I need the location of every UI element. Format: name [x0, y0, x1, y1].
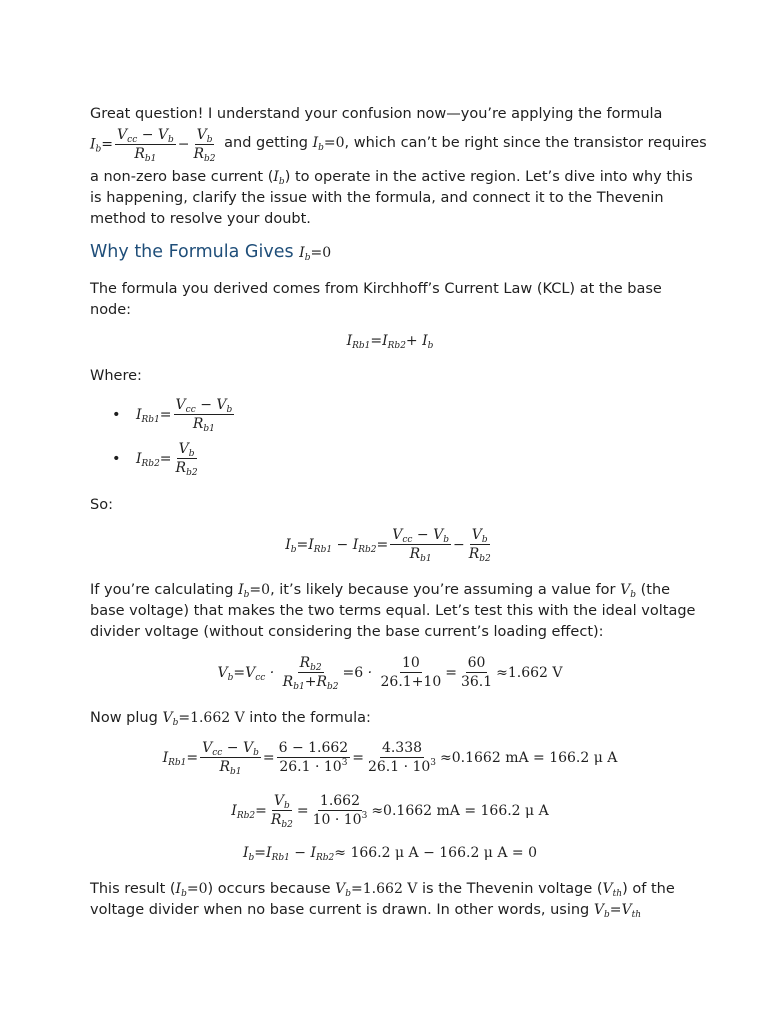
kcl-equation: $I_{Rb1}=I_{Rb2}+ I_b$ — [346, 333, 434, 351]
kcl-line-2: node: — [90, 302, 132, 318]
section-heading: Why the Formula Gives $I_b=0$ — [90, 242, 332, 263]
intro-line-2 — [90, 124, 707, 164]
calc-line-3: divider voltage (without considering the base current’s loading effect): — [90, 624, 604, 640]
where-label: Where: — [90, 368, 142, 384]
result-line-1: This result $(I_b=0)$ occurs because $V_b=1.662$ V is the Thevenin voltage $(V_{th})$ of the — [90, 881, 675, 899]
irb2-equation: $I_{Rb2}=$ $\frac{V_b}{R_{b2}}$ = $\frac{1.662}{10 \cdot 10^3}$ ≈0.1662 mA = 166.2 μ A — [231, 793, 549, 830]
ib-final-equation: $I_b=I_{Rb1} - I_{Rb2}\approx 166.2$ μ A − 166.2 μ A = 0 — [243, 845, 537, 863]
so-label: So: — [90, 497, 113, 513]
ib-zero: $I_b=0$ — [312, 135, 345, 154]
calc-line-1: If you’re calculating $I_b=0$, it’s likely because you’re assuming a value for $V_b$ (the — [90, 582, 671, 600]
intro-line-3: a non-zero base current $(I_b)$ to operate in the active region. Let’s dive into why this — [90, 169, 693, 187]
list-item: • $I_{Rb1}=$ $\frac{V_{cc} - V_b}{R_{b1}}$ — [112, 397, 233, 434]
result-line-2: voltage divider when no base current is drawn. In other words, using $V_b=V_{th}$ — [90, 902, 642, 920]
calc-line-2: base voltage) that makes the two terms equal. Let’s test this with the ideal voltage — [90, 603, 696, 619]
irb1-equation: $I_{Rb1}=$ $\frac{V_{cc} - V_b}{R_{b1}}$ = $\frac{6 - 1.662}{26.1 \cdot 10^3}$ = $\frac{4.338}{26.1 \cdot 10^3}$ ≈0.1662 mA = 166.2 μ A — [162, 740, 618, 777]
intro-text: , which can’t be right since the transistor requires — [344, 135, 707, 152]
ib-formula: $I_b=$ $\frac{V_{cc} - V_b}{R_{b1}}$ − $\frac{V_b}{R_{b2}}$ — [90, 126, 216, 164]
intro-line-4: is happening, clarify the issue with the formula, and connect it to the Thevenin — [90, 190, 664, 206]
plug-line: Now plug $V_b=1.662$ V into the formula: — [90, 710, 371, 728]
list-item: • $I_{Rb2}=$ $\frac{V_b}{R_{b2}}$ — [112, 441, 198, 478]
intro-line-1: Great question! I understand your confusion now—you’re applying the formula — [90, 106, 663, 122]
ib-equation: $I_b=I_{Rb1} - I_{Rb2}=$ $\frac{V_{cc} - V_b}{R_{b1}}$ − $\frac{V_b}{R_{b2}}$ — [285, 527, 491, 564]
intro-line-5: method to resolve your doubt. — [90, 211, 311, 227]
kcl-line-1: The formula you derived comes from Kirchhoff’s Current Law (KCL) at the base — [90, 281, 662, 297]
vb-equation: $V_b=V_{cc}$ · $\frac{R_{b2}}{R_{b1}+R_{b2}}$ =6 · $\frac{10}{26.1+10}$ = $\frac{60}{36.1}$ ≈1.662 V — [217, 655, 563, 692]
intro-text: and getting — [219, 135, 313, 152]
